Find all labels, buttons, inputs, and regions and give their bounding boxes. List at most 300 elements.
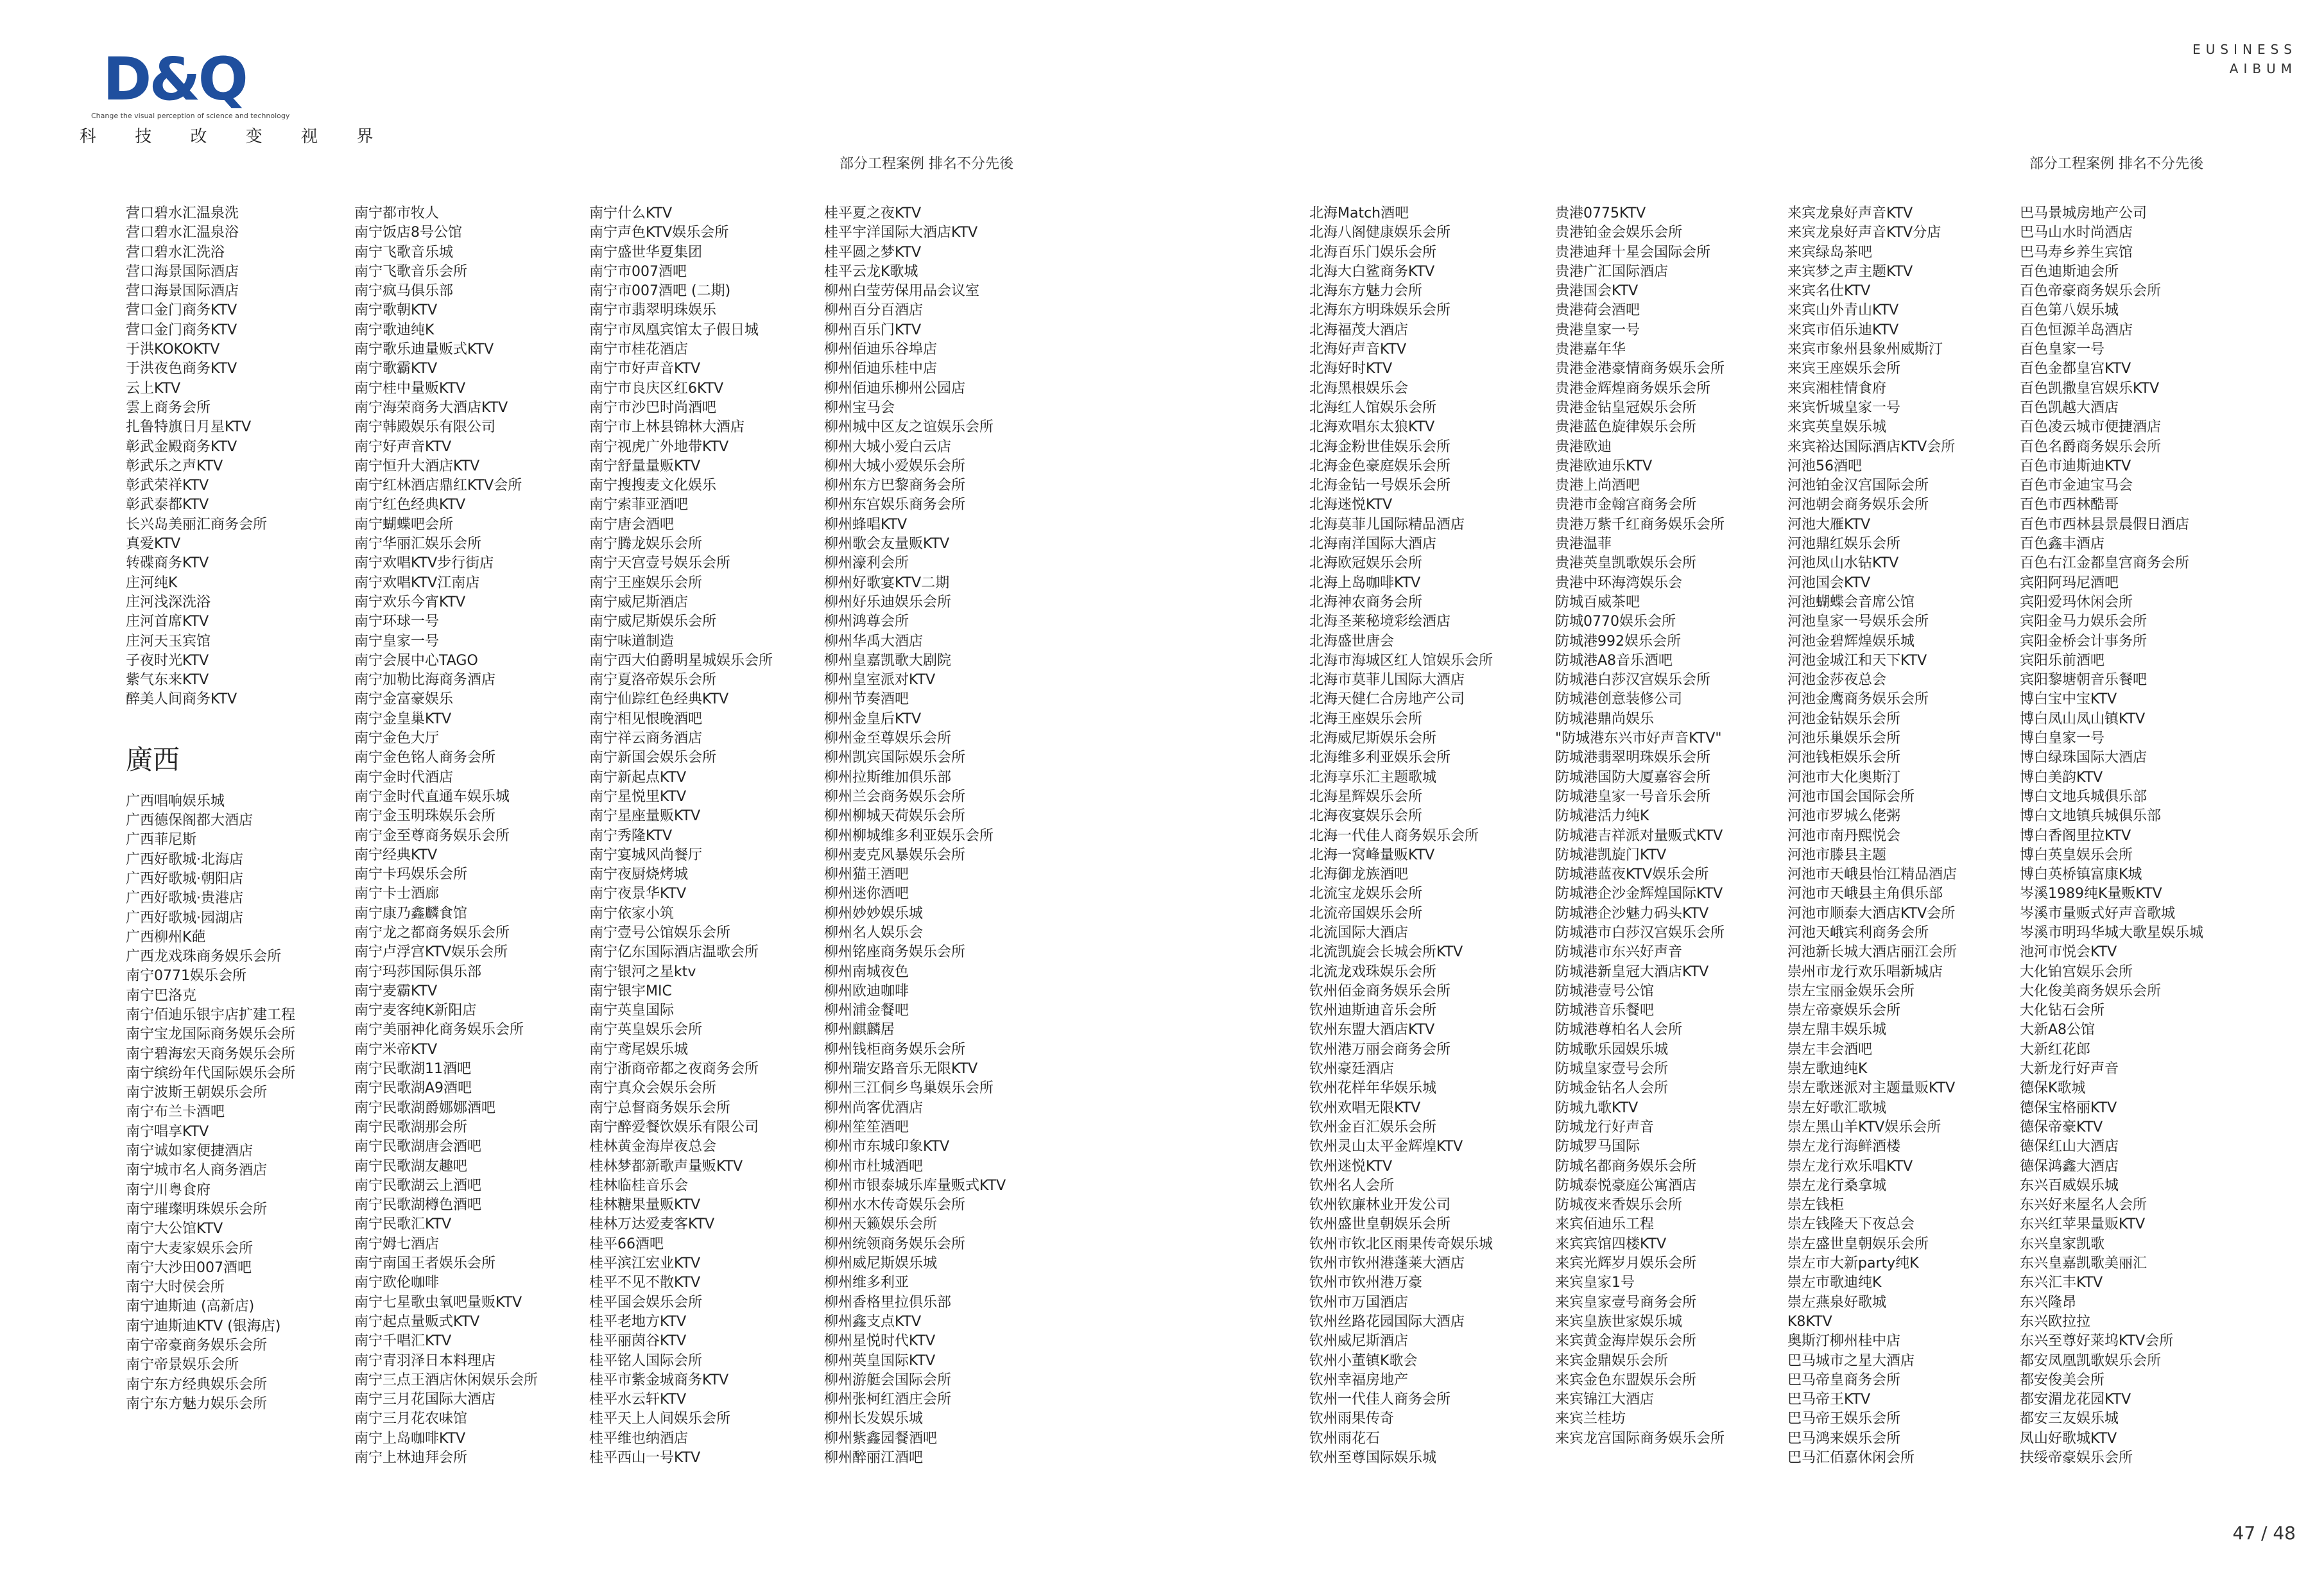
list-item: 南宁依家小筑 — [589, 905, 675, 922]
logo-slogan: 科 技 改 变 视 界 — [80, 127, 390, 146]
list-item: 崇左盛世皇朝娱乐会所 — [1787, 1236, 1929, 1252]
list-item: 柳州浦金餐吧 — [824, 1003, 909, 1019]
list-item: 柳州鑫支点KTV — [824, 1313, 922, 1330]
region-heading: 廣西 — [126, 743, 180, 775]
list-item: 柳州百乐门KTV — [824, 322, 922, 338]
list-item: 博白皇家一号 — [2020, 730, 2105, 747]
list-item: 东兴隆昂 — [2020, 1294, 2077, 1311]
list-item: 防城港鼎尚娱乐 — [1555, 711, 1655, 727]
list-item: 大化俊美商务娱乐会所 — [2020, 983, 2162, 999]
list-item: 南宁华丽汇娱乐会所 — [354, 536, 482, 553]
list-item: 南宁疯马俱乐部 — [354, 283, 454, 300]
list-item: 来宾绿岛茶吧 — [1787, 244, 1873, 261]
list-item: 柳州水木传奇娱乐会所 — [824, 1197, 966, 1214]
list-item: 防城罗马国际 — [1555, 1139, 1640, 1155]
list-item: 大化钻石会所 — [2020, 1003, 2105, 1019]
list-item: 河池市滕县主题 — [1787, 847, 1887, 863]
list-item: 钦州名人会所 — [1309, 1177, 1395, 1194]
list-item: 南宁舒量量贩KTV — [589, 458, 701, 474]
list-item: 防城港活力纯K — [1555, 808, 1649, 825]
list-item: 柳州皇嘉凯歌大剧院 — [824, 652, 952, 669]
list-item: 博白英皇娱乐会所 — [2020, 847, 2133, 863]
list-item: 南宁视虎广外地带KTV — [589, 438, 729, 455]
list-item: 柳州拉斯维加俱乐部 — [824, 769, 952, 786]
list-item: 河池市南丹熙悦会 — [1787, 827, 1901, 844]
list-item: 子夜时光KTV — [126, 652, 209, 669]
list-item: 广西菲尼斯 — [126, 832, 197, 849]
list-item: 南宁大公馆KTV — [126, 1221, 223, 1237]
list-item: 河池市国会国际会所 — [1787, 788, 1915, 805]
list-item: 南宁上岛咖啡KTV — [354, 1430, 466, 1447]
list-item: 柳州歌会友量贩KTV — [824, 536, 950, 553]
list-item: 奥斯汀柳州桂中店 — [1787, 1333, 1901, 1350]
list-item: 南宁英皇国际 — [589, 1003, 675, 1019]
list-item: 钦州盛世皇朝娱乐会所 — [1309, 1216, 1451, 1233]
list-item: 南宁歌霸KTV — [354, 361, 438, 377]
list-item: 北流龙戏珠娱乐会所 — [1309, 963, 1437, 980]
list-item: 南宁什么KTV — [589, 205, 673, 221]
list-item: 长兴岛美丽汇商务会所 — [126, 516, 268, 533]
list-item: 钦州幸福房地产 — [1309, 1372, 1409, 1388]
list-item: 桂平丽茵谷KTV — [589, 1333, 687, 1350]
list-item: 来宾湘桂情食府 — [1787, 380, 1887, 397]
list-item: 宾阳爱玛休闲会所 — [2020, 594, 2133, 610]
list-item: 贵港上尚酒吧 — [1555, 478, 1640, 494]
list-item: 广西好歌城·贵港店 — [126, 890, 243, 907]
list-item: 南宁美丽神化商务娱乐会所 — [354, 1022, 524, 1038]
list-item: 都安三友娱乐城 — [2020, 1411, 2119, 1427]
list-item: 南宁麦霸KTV — [354, 983, 438, 999]
list-column — [2020, 204, 2251, 1468]
list-item: 广西龙戏珠商务娱乐会所 — [126, 949, 282, 965]
list-item: 柳州统领商务娱乐会所 — [824, 1236, 966, 1252]
list-item: 百色第八娱乐城 — [2020, 302, 2119, 319]
list-column — [824, 204, 1055, 1468]
list-item: 柳州市银泰城乐库量贩式KTV — [824, 1177, 1006, 1194]
list-item: 巴马景城房地产公司 — [2020, 205, 2148, 221]
list-item: 北海上岛咖啡KTV — [1309, 574, 1421, 591]
list-item: 钦州至尊国际娱乐城 — [1309, 1450, 1437, 1466]
album-label-line1: EUSINESS — [2192, 42, 2297, 57]
list-item: 贵港0775KTV — [1555, 205, 1646, 221]
logo-mark: D&Q — [103, 45, 246, 114]
list-item: 南宁威尼斯娱乐会所 — [589, 614, 717, 630]
list-item: 南宁欧伦咖啡 — [354, 1275, 440, 1291]
list-item: 扎鲁特旗日月星KTV — [126, 419, 252, 436]
list-item: 柳州铭座商务娱乐会所 — [824, 944, 966, 961]
list-item: 北海好时KTV — [1309, 361, 1393, 377]
list-item: 大新龙行好声音 — [2020, 1061, 2119, 1078]
list-item: 南宁起点量贩式KTV — [354, 1313, 480, 1330]
list-item: 北海东方魅力会所 — [1309, 283, 1423, 300]
list-item: 南宁民歌湖云上酒吧 — [354, 1177, 482, 1194]
list-item: 桂平天上人间娱乐会所 — [589, 1411, 731, 1427]
list-item: 百色市金迪宝马会 — [2020, 478, 2133, 494]
list-item: 防城港992娱乐会所 — [1555, 633, 1681, 650]
list-item: 柳州华禹大酒店 — [824, 633, 924, 650]
list-item: 南宁飞歌音乐城 — [354, 244, 454, 261]
list-item: 扶绥帝豪娱乐会所 — [2020, 1450, 2133, 1466]
list-item: 防城港壹号公馆 — [1555, 983, 1655, 999]
list-item: 宾阳金桥会计事务所 — [2020, 633, 2148, 650]
list-item: 北海黑根娱乐会 — [1309, 380, 1409, 397]
list-item: 河池56酒吧 — [1787, 458, 1862, 474]
list-item: 河池蝴蝶会音席公馆 — [1787, 594, 1915, 610]
list-item: 南宁腾龙娱乐会所 — [589, 536, 703, 553]
list-item: 防城港尊柏名人会所 — [1555, 1022, 1683, 1038]
list-item: 桂林糖果量贩KTV — [589, 1197, 701, 1214]
list-item: 柳州游艇会国际会所 — [824, 1372, 952, 1388]
list-item: 桂平圆之梦KTV — [824, 244, 922, 261]
list-item: 北海大白鲨商务KTV — [1309, 263, 1435, 280]
list-item: 北海好声音KTV — [1309, 341, 1407, 358]
list-item: 桂平国会娱乐会所 — [589, 1294, 703, 1311]
list-item: 北海圣莱秘境彩绘酒店 — [1309, 614, 1451, 630]
list-item: 东兴皇嘉凯歌美丽汇 — [2020, 1255, 2148, 1272]
list-item: 广西好歌城·朝阳店 — [126, 870, 243, 887]
list-item: 北海欢唱东太狼KTV — [1309, 419, 1435, 436]
list-item: 南宁新国会娱乐会所 — [589, 750, 717, 766]
list-item: 柳州紫鑫园餐酒吧 — [824, 1430, 938, 1447]
list-item: 雲上商务会所 — [126, 399, 211, 416]
list-item: 北海一窝峰量贩KTV — [1309, 847, 1435, 863]
list-item: 柳州濠利会所 — [824, 555, 909, 572]
list-item: 都安凤凰凯歌娱乐会所 — [2020, 1352, 2162, 1369]
list-item: 河池金城江和天下KTV — [1787, 652, 1927, 669]
list-item: 德保K歌城 — [2020, 1080, 2086, 1097]
list-item: 博白宝中宝KTV — [2020, 691, 2117, 708]
list-item: 河池金鹰商务娱乐会所 — [1787, 691, 1929, 708]
list-item: 东兴至尊好莱坞KTV会所 — [2020, 1333, 2174, 1350]
list-item: 宾阳金马力娱乐会所 — [2020, 614, 2148, 630]
list-item: 博白美韵KTV — [2020, 769, 2103, 786]
list-item: 河池朝会商务娱乐会所 — [1787, 497, 1929, 513]
list-item: "防城港东兴市好声音KTV" — [1555, 730, 1722, 747]
list-item: 彰武荣祥KTV — [126, 478, 209, 494]
list-item: 柳州百分百酒店 — [824, 302, 924, 319]
list-item: 崇左燕泉好歌城 — [1787, 1294, 1887, 1311]
list-item: 南宁声色KTV娱乐会所 — [589, 225, 729, 241]
list-item: 南宁搜搜麦文化娱乐 — [589, 478, 717, 494]
list-item: 宾阳乐前酒吧 — [2020, 652, 2105, 669]
list-item: 柳州东宫娱乐商务会所 — [824, 497, 966, 513]
list-item: 博白英桥镇富康K城 — [2020, 866, 2142, 883]
list-item: 崇左鼎丰娱乐城 — [1787, 1022, 1887, 1038]
list-item: 德保鸿鑫大酒店 — [2020, 1158, 2119, 1175]
list-item: 来宾锦江大酒店 — [1555, 1392, 1655, 1408]
list-item: 河池市罗城么佬粥 — [1787, 808, 1901, 825]
list-item: 柳州长发娱乐城 — [824, 1411, 924, 1427]
list-item: 南宁亿东国际酒店温歌会所 — [589, 944, 759, 961]
list-item: 北流国际大酒店 — [1309, 924, 1409, 941]
list-item: 南宁饭店8号公馆 — [354, 225, 462, 241]
list-item: 来宾皇家1号 — [1555, 1275, 1635, 1291]
list-item: 崇左钱柜 — [1787, 1197, 1845, 1214]
list-item: 岑溪市明玛华城大歌星娱乐城 — [2020, 924, 2204, 941]
list-item: 南宁唐会酒吧 — [589, 516, 675, 533]
list-item: 北海维多利亚娱乐会所 — [1309, 750, 1451, 766]
list-item: 桂林临桂音乐会 — [589, 1177, 689, 1194]
caption-left: 部分工程案例 排名不分先後 — [839, 156, 1013, 172]
list-item: 贵港中环海湾娱乐会 — [1555, 574, 1683, 591]
list-item: 营口金门商务KTV — [126, 322, 237, 338]
list-item: 防城皇家壹号会所 — [1555, 1061, 1669, 1078]
list-item: 贵港欧迪 — [1555, 438, 1612, 455]
list-item: 南宁东方魅力娱乐会所 — [126, 1395, 268, 1412]
list-item: 崇左龙行桑拿城 — [1787, 1177, 1887, 1194]
list-item: 桂平云龙K歌城 — [824, 263, 918, 280]
list-item: 德保宝格丽KTV — [2020, 1099, 2117, 1116]
list-item: 南宁金富豪娱乐 — [354, 691, 454, 708]
list-item: 南宁市007酒吧 (二期) — [589, 283, 731, 300]
list-item: 柳州香格里拉俱乐部 — [824, 1294, 952, 1311]
list-item: 桂平老地方KTV — [589, 1313, 687, 1330]
list-item: 营口碧水汇温泉浴 — [126, 225, 239, 241]
list-item: 南宁碧海宏天商务娱乐会所 — [126, 1046, 296, 1062]
list-item: 德保帝豪KTV — [2020, 1119, 2103, 1135]
list-item: 南宁索菲亚酒吧 — [589, 497, 689, 513]
list-item: 博白文地兵城俱乐部 — [2020, 788, 2148, 805]
list-item: 北海红人馆娱乐会所 — [1309, 399, 1437, 416]
page-number: 47 / 48 — [2232, 1522, 2296, 1544]
list-item: 南宁宝龙国际商务娱乐会所 — [126, 1026, 296, 1043]
list-item: 桂平66酒吧 — [589, 1236, 664, 1252]
list-item: 北海神农商务会所 — [1309, 594, 1423, 610]
list-item: 桂平水云轩KTV — [589, 1392, 687, 1408]
list-item: 南宁鸢尾娱乐城 — [589, 1041, 689, 1058]
list-item: 柳州维多利亚 — [824, 1275, 909, 1291]
list-item: 博白绿珠国际大酒店 — [2020, 750, 2148, 766]
list-item: 南宁天宫壹号娱乐会所 — [589, 555, 731, 572]
list-item: 彰武金殿商务KTV — [126, 438, 237, 455]
list-item: 南宁浙商帝都之夜商务会所 — [589, 1061, 759, 1078]
list-item: 南宁波斯王朝娱乐会所 — [126, 1085, 268, 1101]
list-item: 柳州东方巴黎商务会所 — [824, 478, 966, 494]
list-item: 崇左帝豪娱乐会所 — [1787, 1003, 1901, 1019]
list-item: 南宁都市牧人 — [354, 205, 440, 221]
list-item: 南宁红色经典KTV — [354, 497, 466, 513]
list-item: 防城港吉祥派对量贩式KTV — [1555, 827, 1723, 844]
list-item: 百色鑫丰酒店 — [2020, 536, 2105, 553]
list-item: 南宁迪斯迪KTV (银海店) — [126, 1318, 281, 1334]
list-item: 柳州市东城印象KTV — [824, 1139, 950, 1155]
list-item: 巴马帝皇商务会所 — [1787, 1372, 1901, 1388]
list-item: 南宁银河之星ktv — [589, 963, 696, 980]
list-item: 来宾皇家壹号商务会所 — [1555, 1294, 1697, 1311]
list-item: 营口碧水汇温泉洗 — [126, 205, 239, 221]
list-item: 防城九歌KTV — [1555, 1099, 1639, 1116]
list-item: 河池鼎红娱乐会所 — [1787, 536, 1901, 553]
list-item: 南宁民歌汇KTV — [354, 1216, 452, 1233]
list-item: 南宁民歌湖爵娜娜酒吧 — [354, 1099, 496, 1116]
list-item: 北流凯旋会长城会所KTV — [1309, 944, 1463, 961]
list-item: 贵港广汇国际酒店 — [1555, 263, 1669, 280]
list-item: 北海南洋国际大酒店 — [1309, 536, 1437, 553]
list-item: 南宁市上林县锦林大酒店 — [589, 419, 745, 436]
list-item: 南宁相见恨晚酒吧 — [589, 711, 703, 727]
list-column — [1555, 204, 1786, 1449]
list-item: 巴马汇佰嘉休闲会所 — [1787, 1450, 1915, 1466]
list-item: 南宁帝豪商务娱乐会所 — [126, 1338, 268, 1354]
list-item: 防城港音乐餐吧 — [1555, 1003, 1655, 1019]
list-item: 南宁宴城风尚餐厅 — [589, 847, 703, 863]
list-item: 南宁民歌湖唐会酒吧 — [354, 1139, 482, 1155]
list-item: 南宁诚如家便捷酒店 — [126, 1143, 254, 1160]
list-item: 来宾王座娱乐会所 — [1787, 361, 1901, 377]
list-item: 北海天健仁合房地产公司 — [1309, 691, 1465, 708]
list-item: 南宁金玉明珠娱乐会所 — [354, 808, 496, 825]
list-item: 南宁姆七酒店 — [354, 1236, 440, 1252]
list-item: 桂平铭人国际会所 — [589, 1352, 703, 1369]
album-label — [2192, 40, 2297, 78]
list-item: 醉美人间商务KTV — [126, 691, 237, 708]
list-item: 南宁川粤食府 — [126, 1182, 211, 1198]
list-item: 北海市海城区红人馆娱乐会所 — [1309, 652, 1493, 669]
list-item: 北海东方明珠娱乐会所 — [1309, 302, 1451, 319]
list-item: 南宁金皇巢KTV — [354, 711, 452, 727]
list-item: 桂平西山一号KTV — [589, 1450, 701, 1466]
list-item: 转碟商务KTV — [126, 555, 209, 572]
list-item: 钦州小董镇K歌会 — [1309, 1352, 1418, 1369]
list-item: 南宁市良庆区红6KTV — [589, 380, 724, 397]
list-item: 崇左丰会酒吧 — [1787, 1041, 1873, 1058]
list-item: 北海八阁健康娱乐会所 — [1309, 225, 1451, 241]
list-item: 南宁威尼斯酒店 — [589, 594, 689, 610]
list-item: 南宁南国王者娱乐会所 — [354, 1255, 496, 1272]
list-item: 柳州佰迪乐桂中店 — [824, 361, 938, 377]
list-item: 来宾裕达国际酒店KTV会所 — [1787, 438, 1956, 455]
list-item: 北海欧冠娱乐会所 — [1309, 555, 1423, 572]
list-item: 贵港英皇凯歌娱乐会所 — [1555, 555, 1697, 572]
list-item: 南宁欢乐今宵KTV — [354, 594, 466, 610]
list-item: 贵港万紫千红商务娱乐会所 — [1555, 516, 1725, 533]
list-item: 柳州白莹劳保用品会议室 — [824, 283, 980, 300]
list-item: 南宁市007酒吧 — [589, 263, 687, 280]
list-item: 广西德保阁都大酒店 — [126, 813, 254, 829]
list-item: 博白文地镇兵城俱乐部 — [2020, 808, 2162, 825]
list-item: 防城港翡翠明珠娱乐会所 — [1555, 750, 1711, 766]
list-item: 崇左歌迪纯K — [1787, 1061, 1868, 1078]
list-item: 防城港凯旋门KTV — [1555, 847, 1667, 863]
list-item: 柳州名人娱乐会 — [824, 924, 924, 941]
list-item: 营口碧水汇洗浴 — [126, 244, 225, 261]
list-item: 柳州英皇国际KTV — [824, 1352, 936, 1369]
list-item: 防城0770娱乐会所 — [1555, 614, 1676, 630]
list-item: 南宁海荣商务大酒店KTV — [354, 399, 508, 416]
list-item: 百色市迪斯迪KTV — [2020, 458, 2131, 474]
list-item: 南宁0771娱乐会所 — [126, 968, 246, 985]
list-item: 柳州妙妙娱乐城 — [824, 905, 924, 922]
list-item: 南宁金至尊商务娱乐会所 — [354, 827, 510, 844]
list-item: 南宁加勒比海商务酒店 — [354, 672, 496, 689]
list-item: 来宾兰桂坊 — [1555, 1411, 1626, 1427]
list-item: 南宁大沙田007酒吧 — [126, 1259, 252, 1276]
list-item: 紫气东来KTV — [126, 672, 209, 689]
list-item: 钦州丝路花园国际大酒店 — [1309, 1313, 1465, 1330]
list-item: 北海御龙族酒吧 — [1309, 866, 1409, 883]
list-item: 南宁夜厨烧烤城 — [589, 866, 689, 883]
list-item: 南宁市桂花酒店 — [589, 341, 689, 358]
list-item: 防城龙行好声音 — [1555, 1119, 1655, 1135]
list-item: 巴马城市之星大酒店 — [1787, 1352, 1915, 1369]
list-item: 岑溪市量贩式好声音歌城 — [2020, 905, 2176, 922]
list-item: 南宁桂中量贩KTV — [354, 380, 466, 397]
list-item: 崇左龙行海鲜酒楼 — [1787, 1139, 1901, 1155]
list-item: 桂林梦都新歌声量贩KTV — [589, 1158, 743, 1175]
list-item: 南宁夏洛帝娱乐会所 — [589, 672, 717, 689]
list-item: 百色市西林县景晨假日酒店 — [2020, 516, 2190, 533]
list-item: 巴马山水时尚酒店 — [2020, 225, 2133, 241]
list-item: 防城港市东兴好声音 — [1555, 944, 1683, 961]
list-item: 贵港铂金会娱乐会所 — [1555, 225, 1683, 241]
list-item: 南宁璀璨明珠娱乐会所 — [126, 1201, 268, 1218]
list-column — [1309, 204, 1540, 1468]
list-item: 南宁千唱汇KTV — [354, 1333, 452, 1350]
list-item: 防城港国防大厦嘉容会所 — [1555, 769, 1711, 786]
list-item: 南宁缤纷年代国际娱乐会所 — [126, 1065, 296, 1081]
list-item: 贵港金钻皇冠娱乐会所 — [1555, 399, 1697, 416]
list-item: 南宁味道制造 — [589, 633, 675, 650]
list-item: 南宁祥云商务酒店 — [589, 730, 703, 747]
list-item: 来宾山外青山KTV — [1787, 302, 1899, 319]
list-item: 巴马鸿来娱乐会所 — [1787, 1430, 1901, 1447]
list-item: 南宁上林迪拜会所 — [354, 1450, 468, 1466]
list-item: 贵港迪拜十星会国际会所 — [1555, 244, 1711, 261]
list-item: 柳州南城夜色 — [824, 963, 909, 980]
list-item: 都安俊美会所 — [2020, 1372, 2105, 1388]
list-item: 桂平宇洋国际大酒店KTV — [824, 225, 978, 241]
list-item: 南宁青羽泽日本料理店 — [354, 1352, 496, 1369]
list-item: 柳州笙笙酒吧 — [824, 1119, 909, 1135]
list-item: 北海夜宴娱乐会所 — [1309, 808, 1423, 825]
list-item: 北海金色豪庭娱乐会所 — [1309, 458, 1451, 474]
list-item: 柳州好乐迪娱乐会所 — [824, 594, 952, 610]
list-item: 百色金都皇宫KTV — [2020, 361, 2131, 377]
list-item: 南宁民歌湖樽色酒吧 — [354, 1197, 482, 1214]
list-item: 南宁歌迪纯K — [354, 322, 435, 338]
list-item: 百色凌云城市便捷酒店 — [2020, 419, 2162, 436]
list-item: 南宁城市名人商务酒店 — [126, 1162, 268, 1179]
list-item: 钦州欢唱无限KTV — [1309, 1099, 1421, 1116]
list-item: 柳州节奏酒吧 — [824, 691, 909, 708]
list-item: 防城港皇家一号音乐会所 — [1555, 788, 1711, 805]
list-item: 柳州柳城天荷娱乐会所 — [824, 808, 966, 825]
list-item: 来宾光辉岁月娱乐会所 — [1555, 1255, 1697, 1272]
list-item: 来宾梦之声主题KTV — [1787, 263, 1913, 280]
list-item: 柳州钱柜商务娱乐会所 — [824, 1041, 966, 1058]
list-item: 南宁星悦里KTV — [589, 788, 687, 805]
list-item: 南宁米帝KTV — [354, 1041, 438, 1058]
list-item: 南宁歌朝KTV — [354, 302, 438, 319]
list-item: 北海市莫菲儿国际大酒店 — [1309, 672, 1465, 689]
list-item: 东兴百威娱乐城 — [2020, 1177, 2119, 1194]
list-item: 柳州猫王酒吧 — [824, 866, 909, 883]
list-item: 柳州皇室派对KTV — [824, 672, 936, 689]
list-item: 南宁市翡翠明珠娱乐 — [589, 302, 717, 319]
list-item: 贵港嘉年华 — [1555, 341, 1626, 358]
list-item: 庄河浅深洗浴 — [126, 594, 211, 610]
list-item: 东兴欧拉拉 — [2020, 1313, 2091, 1330]
list-item: 桂平不见不散KTV — [589, 1275, 701, 1291]
list-item: 南宁巴洛克 — [126, 987, 197, 1004]
list-item: 庄河天玉宾馆 — [126, 633, 211, 650]
list-item: 柳州佰迪乐柳州公园店 — [824, 380, 966, 397]
list-item: 南宁唱享KTV — [126, 1123, 209, 1140]
list-item: 南宁卡玛娱乐会所 — [354, 866, 468, 883]
list-item: 南宁王座娱乐会所 — [589, 574, 703, 591]
list-item: 南宁壹号公馆娱乐会所 — [589, 924, 731, 941]
list-item: 北海享乐汇主题歌城 — [1309, 769, 1437, 786]
